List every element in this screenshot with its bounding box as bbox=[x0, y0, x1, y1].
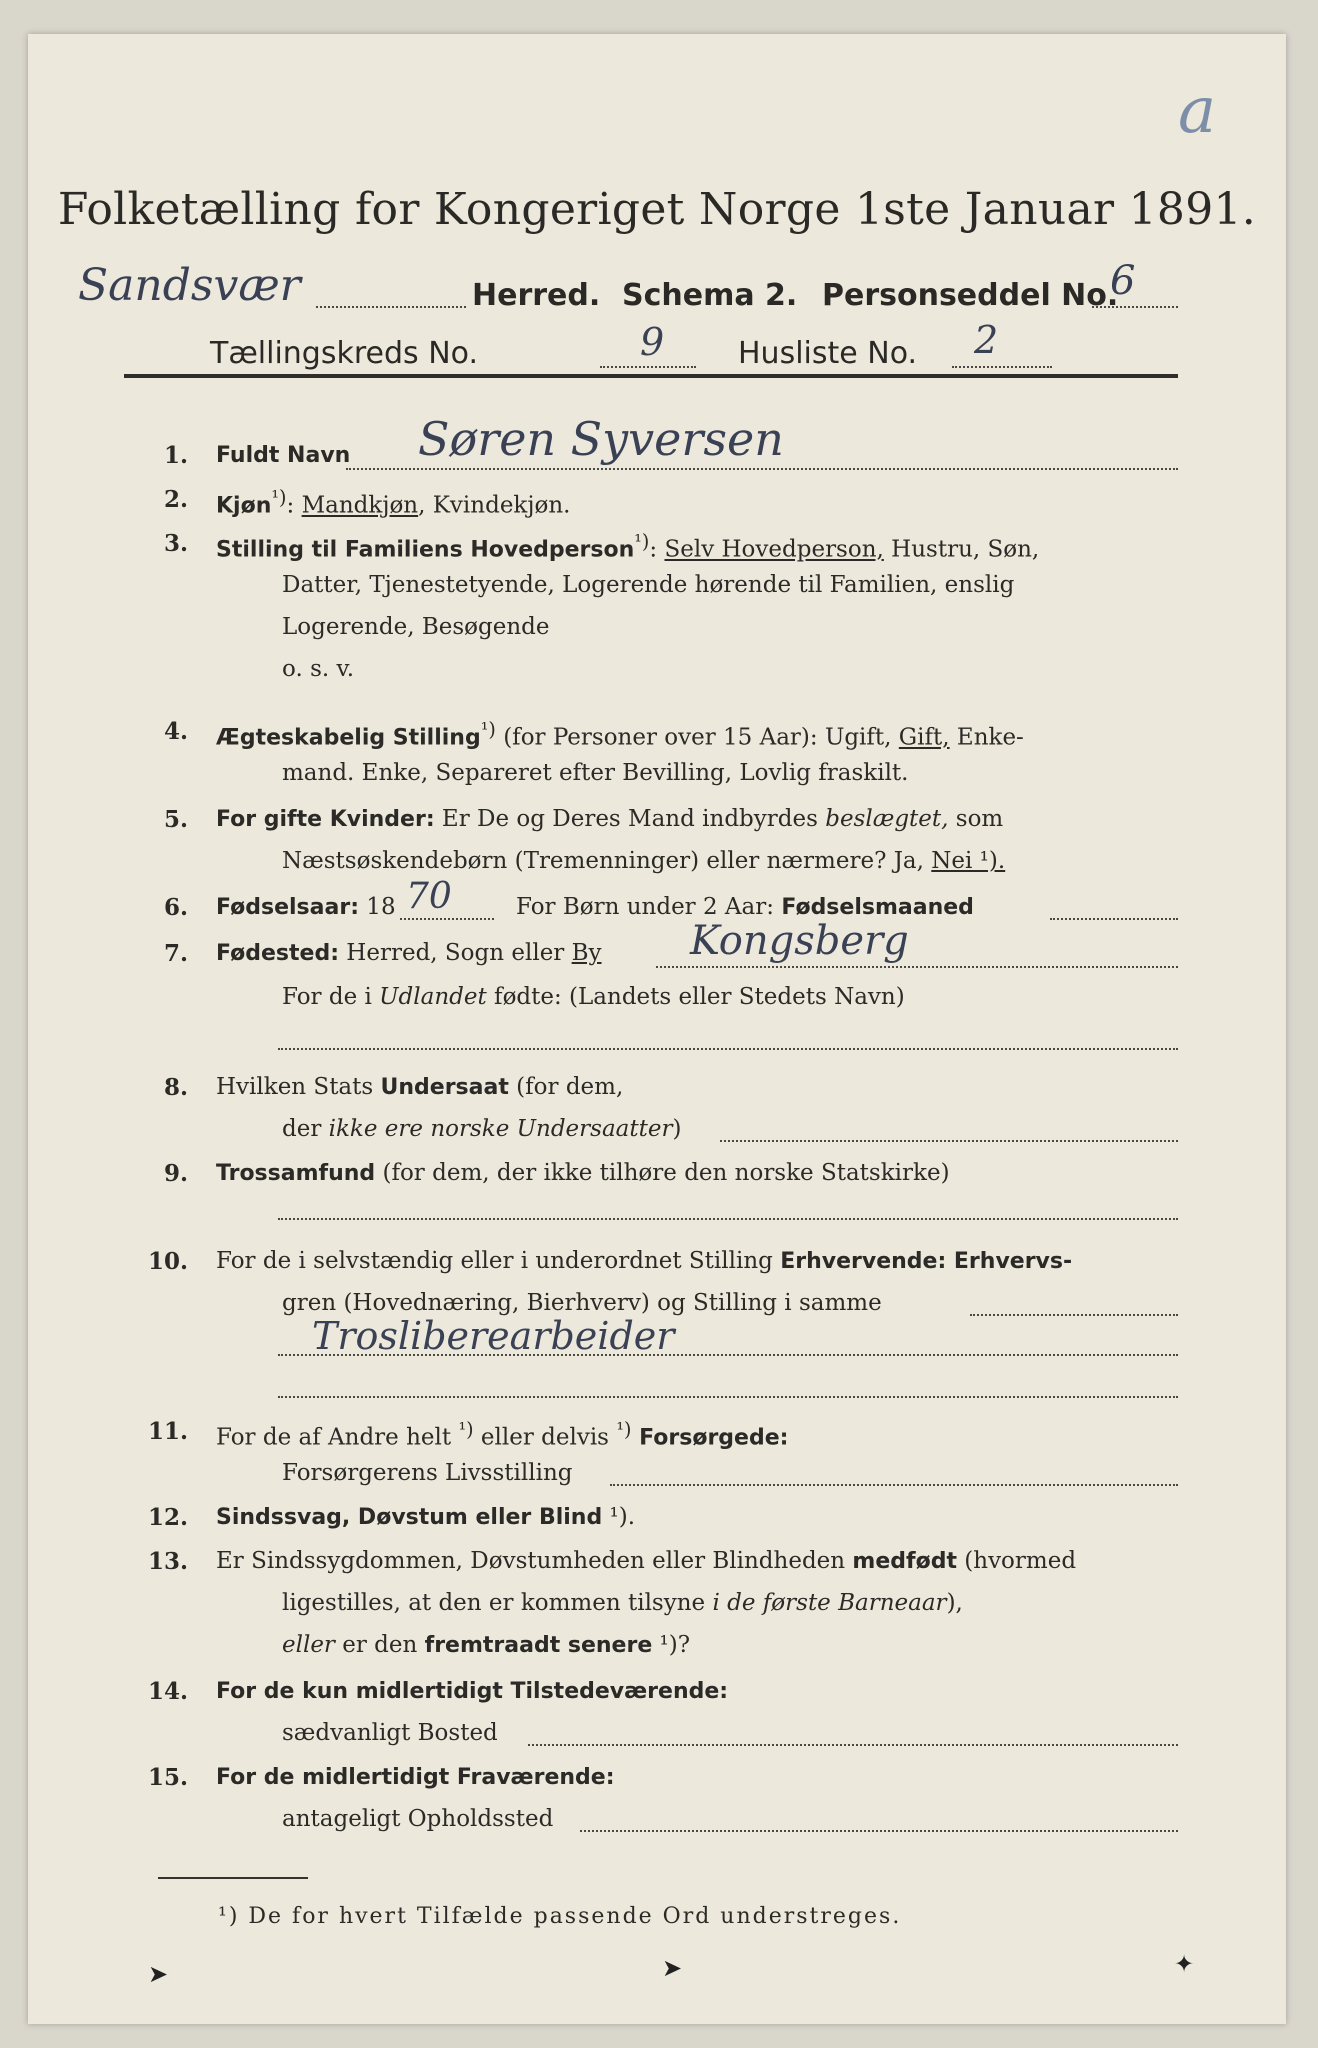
item-3-line-1: Stilling til Familiens Hovedperson$^{^1)}$: Selv Hovedperson, Hustru, Søn, bbox=[216, 530, 1040, 563]
item-6-line: Fødselsaar: 18 bbox=[216, 894, 396, 920]
item-4-line-2: mand. Enke, Separeret efter Bevilling, Lovlig fraskilt. bbox=[282, 760, 909, 786]
item-12-line: Sindssvag, Døvstum eller Blind ¹). bbox=[216, 1504, 636, 1530]
item-10-answer: Trosliberearbeider bbox=[312, 1314, 675, 1358]
item-1-answer: Søren Syversen bbox=[418, 412, 784, 466]
item-7-blank-line bbox=[278, 1048, 1178, 1050]
footnote: ¹) De for hvert Tilfælde passende Ord understreges. bbox=[218, 1904, 902, 1929]
item-8-dotted-line bbox=[720, 1140, 1178, 1142]
item-2-line: Kjøn$^{^1)}$: Mandkjøn, Kvindekjøn. bbox=[216, 486, 571, 519]
personseddel-number: 6 bbox=[1110, 258, 1136, 304]
item-8-line-1: Hvilken Stats Undersaat (for dem, bbox=[216, 1074, 624, 1100]
item-3-line-3: Logerende, Besøgende bbox=[282, 614, 550, 640]
item-11-line-1: For de af Andre helt $^{^1)}$ eller delvis $^{^1)}$ Forsørgede: bbox=[216, 1418, 789, 1451]
item-1-number: 1. bbox=[163, 442, 188, 469]
item-7-answer: Kongsberg bbox=[690, 918, 909, 964]
kreds-number: 9 bbox=[640, 320, 665, 364]
item-14-dotted-line bbox=[528, 1744, 1178, 1746]
item-6-line-b: For Børn under 2 Aar: Fødselsmaaned bbox=[516, 894, 974, 920]
page-edge-mark-right: ✦ bbox=[1174, 1950, 1195, 1978]
item-9-number: 9. bbox=[163, 1160, 188, 1187]
item-14-line-2: sædvanligt Bosted bbox=[282, 1720, 498, 1746]
item-13-line-1: Er Sindssygdommen, Døvstumheden eller Blindheden medfødt (hvormed bbox=[216, 1548, 1077, 1574]
form-title: Folketælling for Kongeriget Norge 1ste Januar 1891. bbox=[57, 184, 1257, 235]
item-15-line-2: antageligt Opholdssted bbox=[282, 1806, 554, 1832]
item-13-number: 13. bbox=[147, 1548, 188, 1575]
place-name-handwritten: Sandsvær bbox=[78, 260, 301, 311]
item-3-number: 3. bbox=[163, 530, 188, 557]
item-3-line-2: Datter, Tjenestetyende, Logerende hørende til Familien, enslig bbox=[282, 572, 1015, 598]
item-6-year-dotted-line bbox=[400, 918, 494, 920]
item-3-line-4: o. s. v. bbox=[282, 656, 355, 682]
item-7-dotted-line bbox=[656, 966, 1178, 968]
item-1-line bbox=[216, 442, 350, 468]
item-6-number: 6. bbox=[163, 894, 188, 921]
item-15-line-1: For de midlertidigt Fraværende: bbox=[216, 1765, 615, 1790]
corner-mark: a bbox=[1178, 74, 1217, 148]
census-form bbox=[28, 34, 1286, 2024]
item-2-number: 2. bbox=[163, 486, 188, 513]
item-11-number: 11. bbox=[147, 1418, 188, 1445]
item-4-number: 4. bbox=[163, 718, 188, 745]
item-9-line: Trossamfund (for dem, der ikke tilhøre den norske Statskirke) bbox=[216, 1160, 950, 1186]
item-10-blank-line bbox=[278, 1396, 1178, 1398]
item-1-label: Fuldt Navn bbox=[216, 443, 351, 468]
item-4-line-1: Ægteskabelig Stilling$^{^1)}$ (for Personer over 15 Aar): Ugift, Gift, Enke- bbox=[216, 718, 1024, 751]
page-edge-mark-middle: ➤ bbox=[662, 1954, 683, 1982]
item-11-line-2: Forsørgerens Livsstilling bbox=[282, 1460, 573, 1486]
kreds-label: Tællingskreds No. bbox=[210, 336, 478, 371]
item-11-dotted-line bbox=[610, 1484, 1178, 1486]
item-14-line-1: For de kun midlertidigt Tilstedeværende: bbox=[216, 1679, 729, 1704]
husliste-number: 2 bbox=[974, 318, 999, 362]
item-1-dotted-line bbox=[346, 468, 1178, 470]
item-5-line-2: Næstsøskendebørn (Tremenninger) eller nærmere? Ja, Nei ¹). bbox=[282, 848, 1006, 874]
item-5-line-1: For gifte Kvinder: Er De og Deres Mand indbyrdes beslægtet, som bbox=[216, 806, 1004, 832]
place-dotted-line bbox=[316, 306, 466, 308]
schema-label: Schema 2. bbox=[622, 278, 798, 313]
personseddel-dotted-line bbox=[1092, 306, 1178, 308]
item-5-number: 5. bbox=[163, 806, 188, 833]
header-rule bbox=[124, 374, 1178, 378]
item-10-line-1: For de i selvstændig eller i underordnet Stilling Erhvervende: Erhvervs- bbox=[216, 1248, 1073, 1274]
item-7-line-1: Fødested: Herred, Sogn eller By bbox=[216, 940, 602, 966]
item-15-dotted-line bbox=[580, 1830, 1178, 1832]
footnote-rule bbox=[158, 1877, 308, 1879]
item-6-month-dotted-line bbox=[1050, 918, 1178, 920]
item-10-number: 10. bbox=[147, 1248, 188, 1275]
item-8-number: 8. bbox=[163, 1074, 188, 1101]
item-7-number: 7. bbox=[163, 940, 188, 967]
item-14-number: 14. bbox=[147, 1678, 188, 1705]
item-10-line-2: gren (Hovednæring, Bierhverv) og Stilling i samme bbox=[282, 1290, 882, 1316]
item-10-dotted-line bbox=[970, 1314, 1178, 1316]
item-9-blank-line bbox=[278, 1218, 1178, 1220]
item-10-answer-line bbox=[278, 1354, 1178, 1356]
item-8-line-2: der ikke ere norske Undersaatter) bbox=[282, 1116, 682, 1142]
item-15-number: 15. bbox=[147, 1764, 188, 1791]
husliste-dotted-line bbox=[952, 366, 1052, 368]
item-7-line-2: For de i Udlandet fødte: (Landets eller Stedets Navn) bbox=[282, 984, 905, 1010]
page-edge-mark-left: ➤ bbox=[148, 1960, 169, 1988]
kreds-dotted-line bbox=[600, 366, 696, 368]
item-12-number: 12. bbox=[147, 1504, 188, 1531]
personseddel-label: Personseddel No. bbox=[822, 278, 1119, 313]
herred-label: Herred. bbox=[472, 278, 601, 313]
item-13-line-3: eller er den fremtraadt senere ¹)? bbox=[282, 1632, 691, 1658]
item-6-answer: 70 bbox=[406, 876, 452, 917]
husliste-label: Husliste No. bbox=[738, 336, 918, 371]
item-13-line-2: ligestilles, at den er kommen tilsyne i de første Barneaar), bbox=[282, 1590, 963, 1616]
